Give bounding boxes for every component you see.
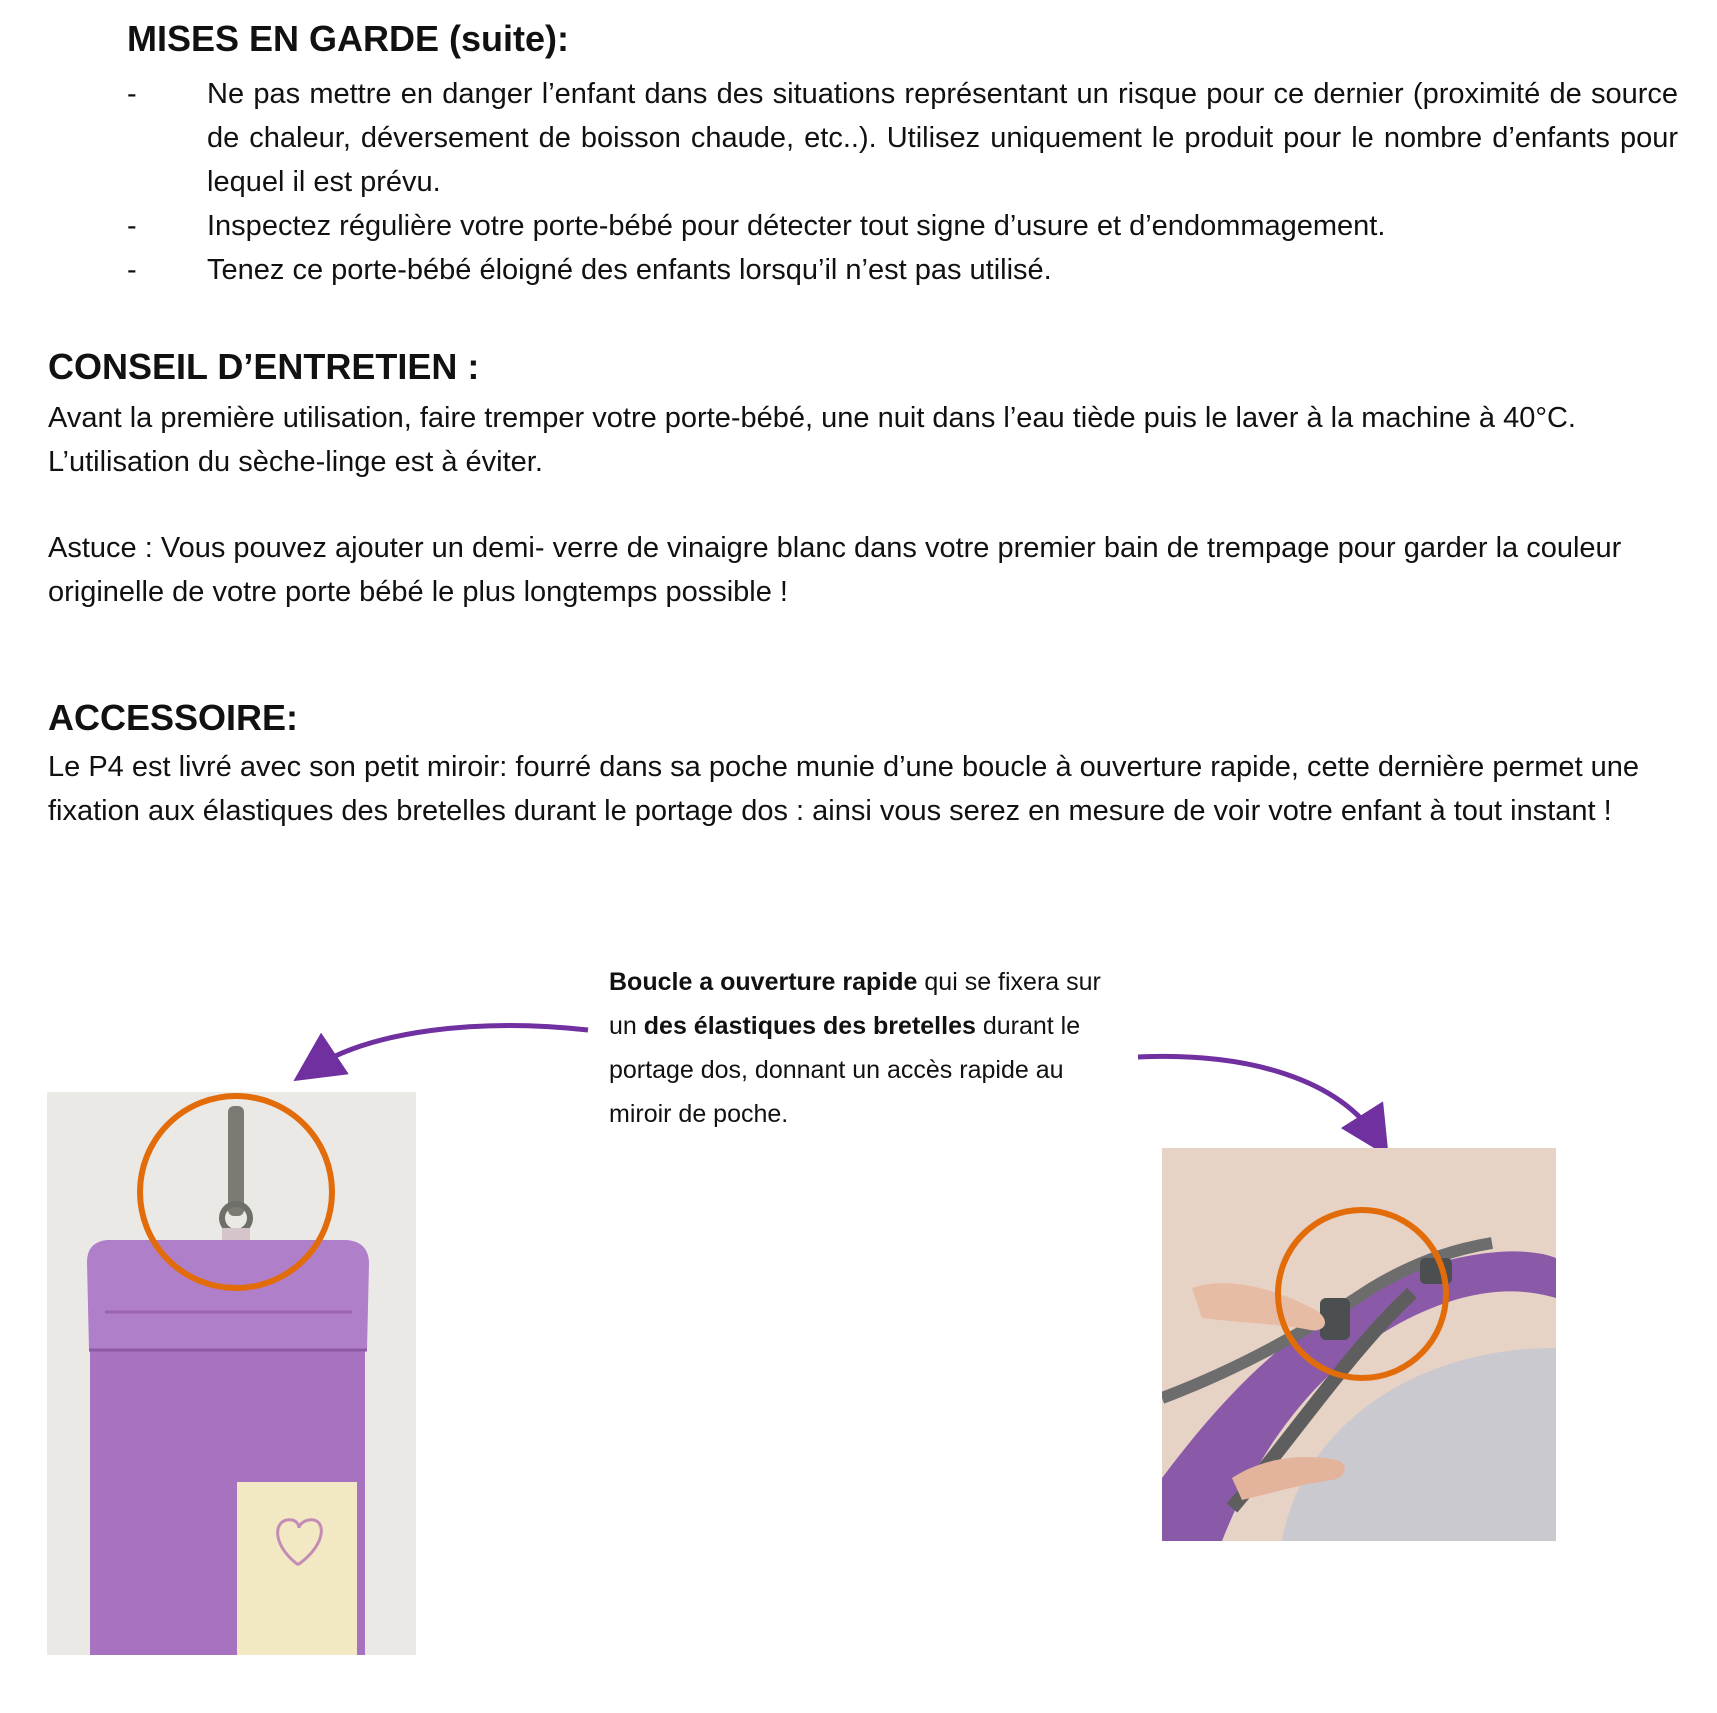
accessoire-text: Le P4 est livré avec son petit miroir: fourré dans sa poche munie d’une boucle à ouverture rapide, cette dernière permet une fixation aux élastiques des bretelles durant le portage dos : ainsi vous serez en mesure de voir votre enfant à tout instant ! [48, 751, 1640, 827]
astuce-text: Astuce : Vous pouvez ajouter un demi- verre de vinaigre blanc dans votre premier bain de trempage pour garder la couleur originelle de votre porte bébé le plus longtemps possible ! [48, 532, 1622, 608]
arrow-right [1138, 1056, 1378, 1140]
bullet-dash: - [127, 210, 137, 242]
warning-text: Inspectez régulière votre porte-bébé pour détecter tout signe d’usure et d’endommagement. [207, 210, 1386, 242]
photo-strap [1162, 1148, 1556, 1541]
callout-bold-2: des élastiques des bretelles [643, 1012, 976, 1040]
warning-text: Ne pas mettre en danger l’enfant dans des situations représentant un risque pour ce dernier (proximité de source de chaleur, déversement de boisson chaude, etc..). Utilisez uniquement le produit pour le nombre d’enfants pour lequel il est prévu. [207, 78, 1678, 198]
accessoire-title: ACCESSOIRE: [48, 697, 299, 738]
callout-text-2: qui se fixera sur un [609, 968, 1101, 1040]
warning-text: Tenez ce porte-bébé éloigné des enfants lorsqu’il n’est pas utilisé. [207, 254, 1052, 286]
bullet-dash: - [127, 254, 137, 286]
conseil-text: Avant la première utilisation, faire tremper votre porte-bébé, une nuit dans l’eau tiède puis le laver à la machine à 40°C. L’utilisation du sèche-linge est à éviter. [48, 402, 1576, 478]
pouch-illustration [47, 1092, 416, 1655]
callout-text-3: durant le portage dos, donnant un accès rapide au miroir de poche. [609, 1012, 1081, 1128]
callout-bold-1: Boucle a ouverture rapide [609, 968, 918, 996]
mises-title: MISES EN GARDE (suite): [127, 18, 570, 59]
bullet-dash: - [127, 78, 137, 110]
strap-illustration [1162, 1148, 1556, 1541]
arrow-left [310, 1026, 588, 1070]
photo-pouch [47, 1092, 416, 1655]
conseil-title: CONSEIL D’ENTRETIEN : [48, 346, 480, 387]
